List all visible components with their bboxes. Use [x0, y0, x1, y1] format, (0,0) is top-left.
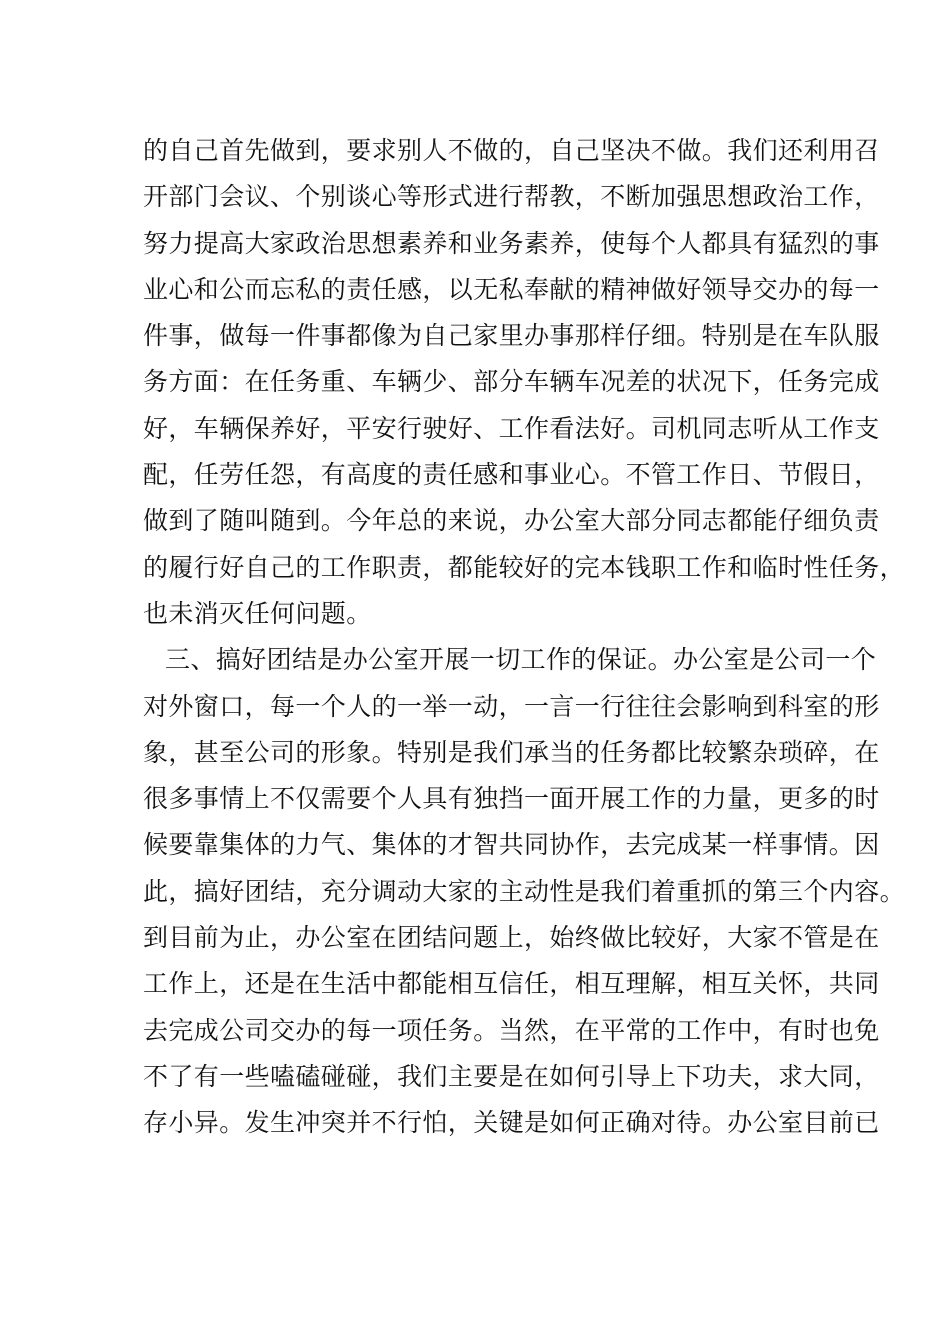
- text-line: 也未消灭任何问题。: [143, 598, 372, 628]
- text-line: 存小异。发生冲突并不行怕，关键是如何正确对待。办公室目前已: [143, 1108, 880, 1138]
- text-line: 的履行好自己的工作职责，都能较好的完本钱职工作和临时性任务，: [143, 552, 906, 582]
- text-line: 对外窗口，每一个人的一举一动，一言一行往往会影响到科室的形: [143, 691, 880, 721]
- body-text: [143, 128, 906, 1147]
- section-heading-line: 三、搞好团结是办公室开展一切工作的保证。办公室是公司一个: [165, 645, 877, 675]
- text-line: 到目前为止，办公室在团结问题上，始终做比较好，大家不管是在: [143, 923, 880, 953]
- text-line: 努力提高大家政治思想素养和业务素养，使每个人都具有猛烈的事: [143, 228, 880, 258]
- text-line: 配，任劳任怨，有高度的责任感和事业心。不管工作日、节假日，: [143, 460, 880, 490]
- text-line: 开部门会议、个别谈心等形式进行帮教，不断加强思想政治工作，: [143, 182, 880, 212]
- text-line: 很多事情上不仅需要个人具有独挡一面开展工作的力量，更多的时: [143, 784, 880, 814]
- text-line: 的自己首先做到，要求别人不做的，自己坚决不做。我们还利用召: [143, 136, 880, 165]
- text-line: 件事，做每一件事都像为自己家里办事那样仔细。特别是在车队服: [143, 321, 880, 351]
- text-line: 工作上，还是在生活中都能相互信任，相互理解，相互关怀，共同: [143, 969, 880, 999]
- text-line: 候要靠集体的力气、集体的才智共同协作，去完成某一样事情。因: [143, 830, 880, 860]
- text-line: 不了有一些嗑磕碰碰，我们主要是在如何引导上下功夫，求大同，: [143, 1061, 880, 1091]
- text-line: 去完成公司交办的每一项任务。当然，在平常的工作中，有时也免: [143, 1015, 880, 1045]
- text-line: 做到了随叫随到。今年总的来说，办公室大部分同志都能仔细负责: [143, 506, 880, 536]
- text-line: 好，车辆保养好，平安行驶好、工作看法好。司机同志听从工作支: [143, 413, 880, 443]
- text-line: 象，甚至公司的形象。特别是我们承当的任务都比较繁杂琐碎，在: [143, 737, 880, 767]
- text-line: 务方面：在任务重、车辆少、部分车辆车况差的状况下，任务完成: [143, 367, 880, 397]
- text-line: 业心和公而忘私的责任感，以无私奉献的精神做好领导交办的每一: [143, 274, 880, 304]
- text-line: 此，搞好团结，充分调动大家的主动性是我们着重抓的第三个内容。: [143, 876, 906, 906]
